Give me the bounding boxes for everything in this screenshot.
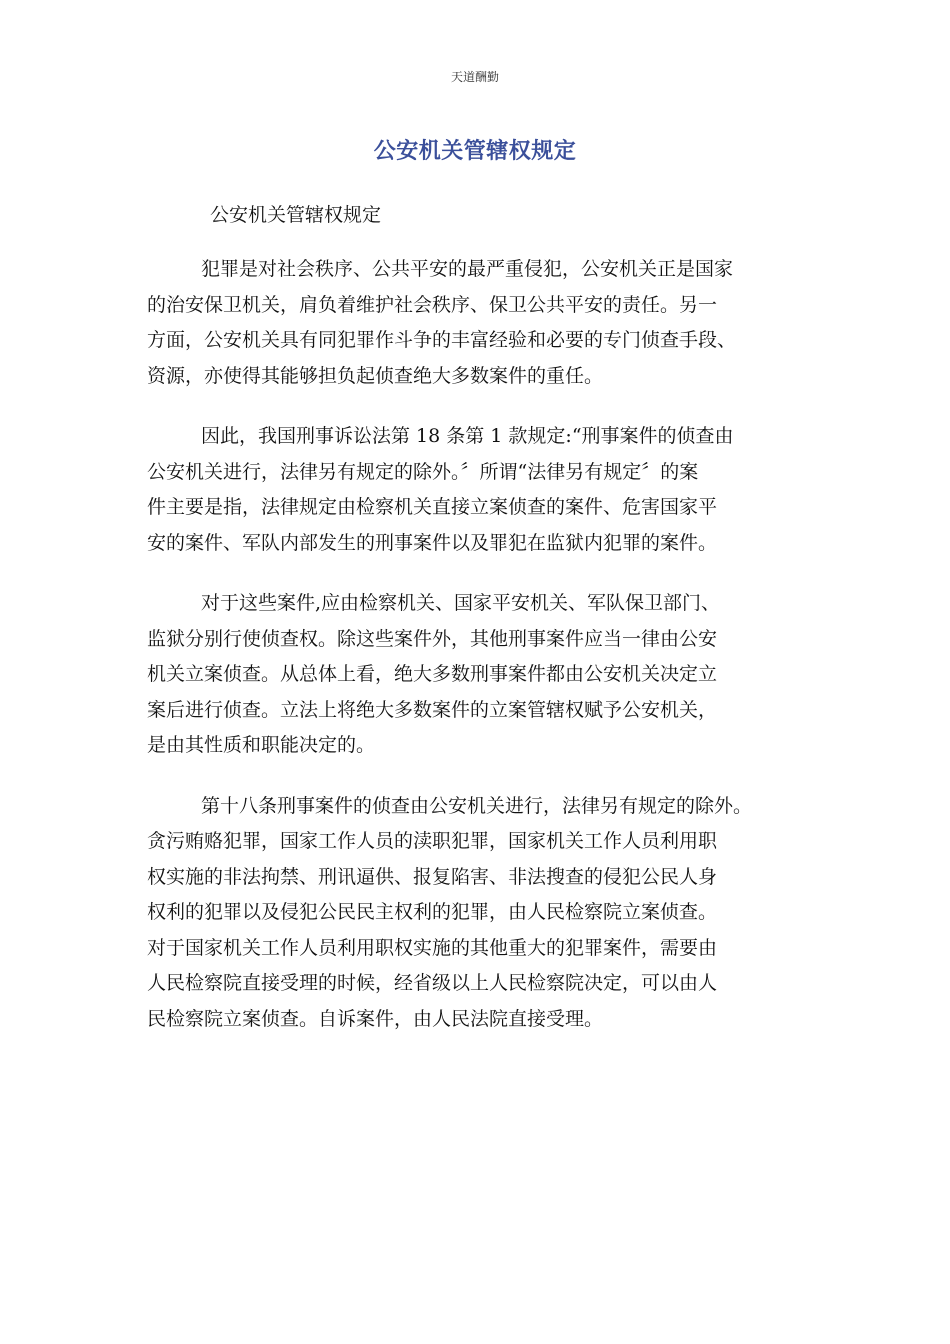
document-title: 公安机关管辖权规定 [373, 139, 577, 164]
text-line: 民检察院立案侦查。自诉案件，由人民法院直接受理。 [147, 1007, 604, 1030]
text-line: 权利的犯罪以及侵犯公民民主权利的犯罪，由人民检察院立案侦查。 [147, 901, 718, 923]
text-line: 权实施的非法拘禁、刑讯逼供、报复陷害、非法搜查的侵犯公民人身 [147, 865, 718, 888]
text-line: 安的案件、军队内部发生的刑事案件以及罪犯在监狱内犯罪的案件。 [147, 531, 718, 554]
text-line: 方面，公安机关具有同犯罪作斗争的丰富经验和必要的专门侦查手段、 [147, 329, 737, 351]
text-line: 件主要是指，法律规定由检察机关直接立案侦查的案件、危害国家平 [147, 496, 718, 518]
text-line: 机关立案侦查。从总体上看，绝大多数刑事案件都由公安机关决定立 [147, 663, 718, 685]
text-line: 贪污贿赂犯罪，国家工作人员的渎职犯罪，国家机关工作人员利用职 [147, 830, 718, 852]
document-body [147, 252, 827, 1062]
page-header: 天道酬勤 [450, 70, 499, 84]
text-line: 犯罪是对社会秩序、公共平安的最严重侵犯，公安机关正是国家 [201, 258, 734, 280]
text-line: 对于这些案件,应由检察机关、国家平安机关、军队保卫部门、 [201, 592, 721, 614]
text-line: 的治安保卫机关，肩负着维护社会秩序、保卫公共平安的责任。另一 [147, 293, 718, 316]
text-line: 因此，我国刑事诉讼法第 18 条第 1 款规定:“刑事案件的侦查由 [201, 425, 734, 447]
text-line: 资源，亦使得其能够担负起侦查绝大多数案件的重任。 [147, 364, 604, 387]
text-line: 案后进行侦查。立法上将绝大多数案件的立案管辖权赋予公安机关， [147, 698, 718, 721]
text-line: 监狱分别行使侦查权。除这些案件外，其他刑事案件应当一律由公安 [147, 627, 718, 650]
text-line: 是由其性质和职能决定的。 [147, 734, 376, 756]
text-line: 公安机关进行，法律另有规定的除外。〞所谓“法律另有规定〞的案 [147, 460, 699, 483]
text-line: 第十八条刑事案件的侦查由公安机关进行，法律另有规定的除外。 [201, 794, 753, 817]
document-subtitle: 公安机关管辖权规定 [210, 204, 382, 226]
text-line: 对于国家机关工作人员利用职权实施的其他重大的犯罪案件，需要由 [147, 936, 718, 959]
paragraph-4 [147, 789, 827, 1038]
paragraph-2 [147, 419, 827, 561]
paragraph-3 [147, 586, 827, 764]
text-line: 人民检察院直接受理的时候，经省级以上人民检察院决定，可以由人 [147, 972, 718, 994]
paragraph-1 [147, 252, 827, 394]
